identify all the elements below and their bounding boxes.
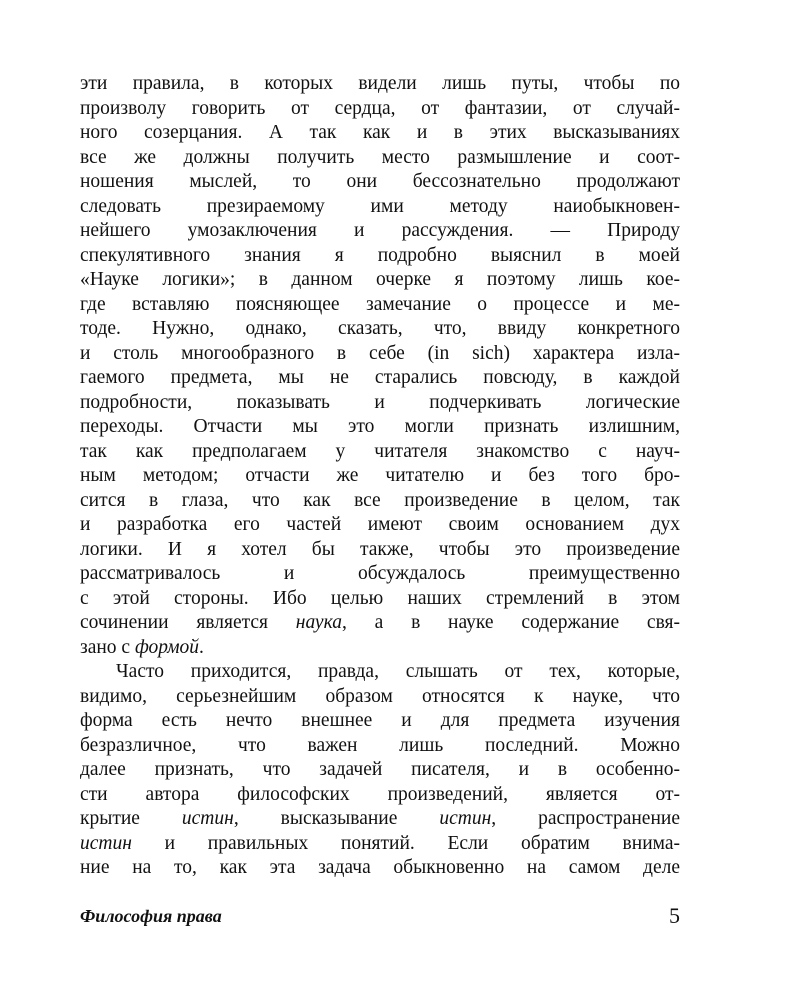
text-segment: , а в науке содержание свя- xyxy=(341,612,681,633)
text-segment: видимо, серьезнейшим образом относятся к науке, что xyxy=(80,685,680,707)
text-segment: ношения мыслей, то они бессознательно продолжают xyxy=(80,171,680,192)
text-line xyxy=(80,268,680,293)
text-line xyxy=(80,97,680,122)
text-line xyxy=(80,415,680,440)
text-line xyxy=(80,513,680,538)
text-segment: «Науке логики»; в данном очерке я поэтому лишь кое- xyxy=(80,269,680,290)
text-line xyxy=(80,219,680,244)
text-line xyxy=(80,72,680,97)
text-segment: так как предполагаем у читателя знакомство с науч- xyxy=(80,440,680,462)
text-line xyxy=(80,121,680,146)
text-segment: зано с xyxy=(80,636,135,658)
text-segment: подробности, показывать и подчеркивать логические xyxy=(80,391,680,413)
text-line xyxy=(80,391,680,416)
text-line xyxy=(80,807,680,832)
emphasis-text: истин xyxy=(80,832,132,854)
text-segment: , распространение xyxy=(491,808,680,829)
text-segment: Часто приходится, правда, слышать от тех, которые, xyxy=(116,661,680,682)
text-segment: крытие xyxy=(80,808,182,829)
text-line xyxy=(80,244,680,269)
emphasis-text: истин xyxy=(181,808,234,829)
text-line xyxy=(80,709,680,734)
text-segment: с этой стороны. Ибо целью наших стремлений в этом xyxy=(80,587,680,609)
text-line xyxy=(80,685,680,710)
text-segment: безразличное, что важен лишь последний. Можно xyxy=(80,734,680,756)
text-line xyxy=(80,293,680,318)
text-segment: сочинении является xyxy=(80,612,296,633)
text-line xyxy=(80,317,680,342)
text-segment: и правильных понятий. Если обратим внима- xyxy=(131,832,680,854)
text-segment: нейшего умозаключения и рассуждения. — Природу xyxy=(80,220,680,241)
text-line xyxy=(80,832,680,857)
text-segment: , высказывание xyxy=(233,808,440,829)
text-line xyxy=(80,734,680,759)
text-segment: переходы. Отчасти мы это могли признать излишним, xyxy=(80,416,680,437)
text-line xyxy=(80,636,680,661)
text-segment: ние на то, как эта задача обыкновенно на самом деле xyxy=(80,857,680,878)
text-line xyxy=(80,611,680,636)
text-segment: далее признать, что задачей писателя, и в особенно- xyxy=(80,759,680,780)
text-line xyxy=(80,366,680,391)
text-line xyxy=(80,538,680,563)
text-segment: ного созерцания. А так как и в этих высказываниях xyxy=(80,122,680,143)
body-text xyxy=(80,72,680,881)
emphasis-text: формой xyxy=(134,636,200,658)
page-number: 5 xyxy=(669,903,680,928)
text-line xyxy=(80,856,680,881)
text-segment: сится в глаза, что как все произведение в целом, так xyxy=(80,489,680,511)
text-segment: где вставляю поясняющее замечание о процессе и ме- xyxy=(80,293,680,315)
text-segment: эти правила, в которых видели лишь путы, чтобы по xyxy=(80,73,680,94)
emphasis-text: истин xyxy=(439,808,492,829)
running-title: Философия права xyxy=(80,906,222,926)
text-segment: ным методом; отчасти же читателю и без того бро- xyxy=(80,465,680,486)
text-segment: рассматривалось и обсуждалось преимущественно xyxy=(80,563,680,584)
text-segment: тоде. Нужно, однако, сказать, что, ввиду конкретного xyxy=(80,318,680,339)
text-line xyxy=(80,783,680,808)
text-segment: и разработка его частей имеют своим основанием дух xyxy=(80,514,680,535)
text-line xyxy=(80,195,680,220)
text-line xyxy=(80,587,680,612)
text-line xyxy=(80,660,680,685)
text-line xyxy=(80,146,680,171)
text-segment: спекулятивного знания я подробно выяснил в моей xyxy=(80,244,680,266)
text-segment: все же должны получить место размышление и соот- xyxy=(80,146,680,168)
text-line xyxy=(80,170,680,195)
page-footer xyxy=(80,902,680,930)
text-segment: произволу говорить от сердца, от фантазии, от случай- xyxy=(80,97,680,119)
text-line xyxy=(80,758,680,783)
text-line xyxy=(80,342,680,367)
text-line xyxy=(80,464,680,489)
text-segment: сти автора философских произведений, является от- xyxy=(80,783,680,805)
text-line xyxy=(80,562,680,587)
text-line xyxy=(80,440,680,465)
text-segment: логики. И я хотел бы также, чтобы это произведение xyxy=(80,538,680,560)
text-segment: форма есть нечто внешнее и для предмета изучения xyxy=(80,710,680,731)
emphasis-text: наука xyxy=(295,612,342,633)
text-segment: . xyxy=(199,636,204,658)
text-segment: и столь многообразного в себе (in sich) характера изла- xyxy=(80,342,680,364)
text-segment: следовать презираемому ими методу наиобыкновен- xyxy=(80,195,680,217)
text-line xyxy=(80,489,680,514)
text-segment: гаемого предмета, мы не старались повсюду, в каждой xyxy=(80,367,680,388)
